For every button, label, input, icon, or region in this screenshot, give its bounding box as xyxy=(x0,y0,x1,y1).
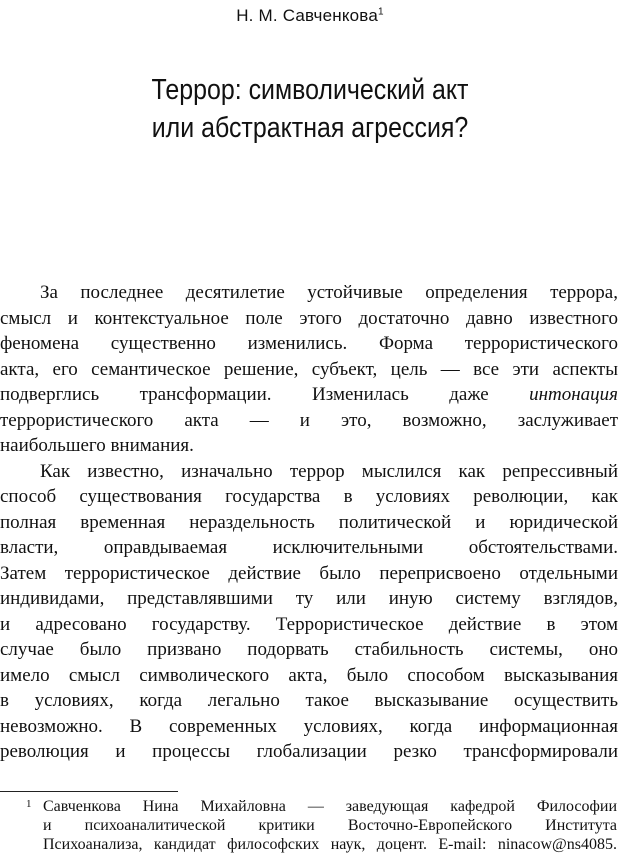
text-line: полная временная нераздельность политической и юридической xyxy=(0,511,618,533)
text-line: индивидами, представлявшими ту или иную систему взглядов, xyxy=(0,588,618,609)
text-line: наибольшего внимания. xyxy=(0,435,194,456)
text-line: способ существования государства в условиях революции, как xyxy=(0,486,618,507)
emphasis-intonation: интонация xyxy=(529,384,618,405)
author-footnote-mark[interactable]: 1 xyxy=(378,6,384,18)
title-line-1: Террор: символический акт xyxy=(151,74,469,107)
footnote-mark: 1 xyxy=(26,798,32,810)
text-line: За последнее десятилетие устойчивые определения террора, xyxy=(40,282,618,303)
title-line-2: или абстрактная агрессия? xyxy=(151,112,469,145)
author-name: Н. М. Савченкова xyxy=(236,6,379,25)
article-title xyxy=(43,71,576,147)
text-line: феномена существенно изменились. Форма террористического xyxy=(0,333,618,354)
text-line: Затем террористическое действие было переприсвоено отдельными xyxy=(0,562,618,584)
text-line xyxy=(0,382,618,408)
text-span: подверглись трансформации. Изменилась даже xyxy=(0,384,530,405)
text-line: власти, оправдываемая исключительными обстоятельствами. xyxy=(0,537,618,558)
text-line: Как известно, изначально террор мыслился как репрессивный xyxy=(40,460,618,482)
text-line: смысл и контекстуальное поле этого достаточно давно известного xyxy=(0,307,618,329)
text-line: в условиях, когда легально такое высказывание осуществить xyxy=(0,690,618,711)
text-line: имело смысл символического акта, было способом высказывания xyxy=(0,664,618,686)
text-line: случае было призвано подорвать стабильность системы, оно xyxy=(0,639,618,660)
footnote-line: Савченкова Нина Михайловна — заведующая кафедрой Философии xyxy=(43,798,617,815)
footnote-line: Психоанализа, кандидат философских наук, доцент. E-mail: ninacow@ns4085. xyxy=(43,836,617,853)
text-line: революция и процессы глобализации резко трансформировали xyxy=(0,741,618,762)
text-line: и адресовано государству. Террористическое действие в этом xyxy=(0,613,618,635)
footnote-line: и психоаналитической критики Восточно-Европейского Института xyxy=(43,817,617,834)
text-line: невозможно. В современных условиях, когда информационная xyxy=(0,715,618,737)
author-line xyxy=(0,6,620,26)
text-line: акта, его семантическое решение, субъект, цель — все эти аспекты xyxy=(0,358,618,380)
footnote-divider xyxy=(0,791,178,792)
text-line: террористического акта — и это, возможно, заслуживает xyxy=(0,409,618,431)
